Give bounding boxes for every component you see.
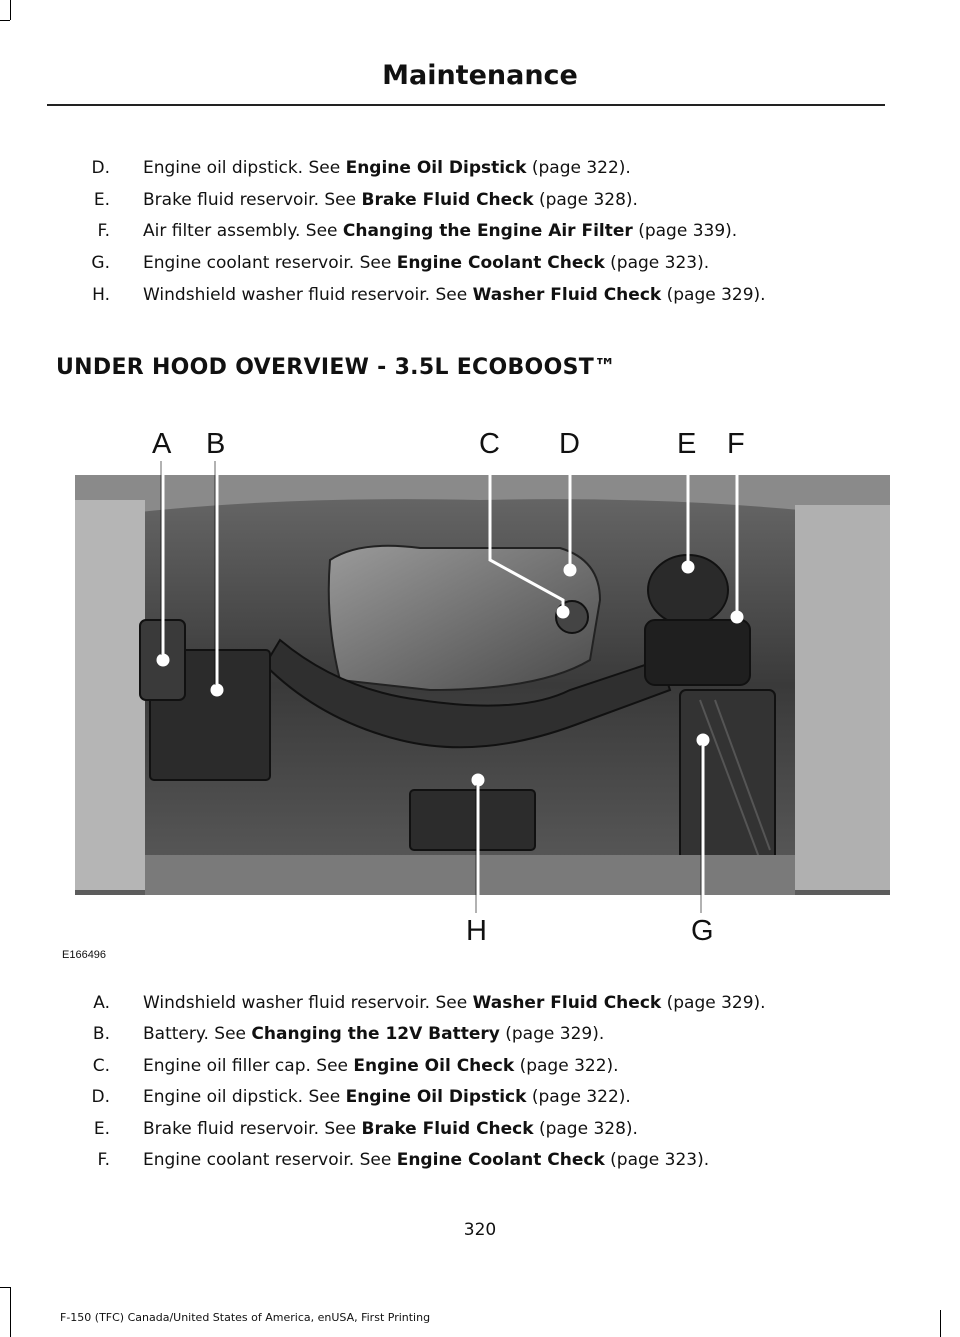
list-item: E. Brake fluid reservoir. See Brake Fluid Check (page 328). xyxy=(93,190,638,210)
page-title: Maintenance xyxy=(382,60,578,91)
list-item: H. Windshield washer fluid reservoir. See Washer Fluid Check (page 329). xyxy=(92,285,766,305)
cross-reference-link[interactable]: Engine Coolant Check xyxy=(396,1150,605,1170)
cross-reference-link[interactable]: Engine Oil Dipstick xyxy=(345,1087,527,1107)
callout-label-f: F xyxy=(727,428,745,460)
fuse-box xyxy=(410,790,535,850)
callout-label-g: G xyxy=(691,915,714,947)
radiator-support xyxy=(145,855,795,895)
cross-reference-link[interactable]: Changing the 12V Battery xyxy=(251,1024,500,1044)
crop-mark xyxy=(0,1287,10,1288)
section-title: UNDER HOOD OVERVIEW - 3.5L ECOBOOST™ xyxy=(56,355,617,380)
list-item: C. Engine oil filler cap. See Engine Oil Check (page 322). xyxy=(92,1056,619,1076)
list-item: F. Engine coolant reservoir. See Engine Coolant Check (page 323). xyxy=(97,1150,710,1170)
cross-reference-link[interactable]: Brake Fluid Check xyxy=(361,1119,534,1139)
crop-mark xyxy=(10,1287,11,1337)
callout-label-h: H xyxy=(466,915,487,947)
list-item: B. Battery. See Changing the 12V Battery (page 329). xyxy=(92,1024,605,1044)
callout-label-b: B xyxy=(206,428,226,460)
callout-label-a: A xyxy=(152,428,172,460)
crop-mark xyxy=(10,0,11,20)
list-item: A. Windshield washer fluid reservoir. See Washer Fluid Check (page 329). xyxy=(93,993,766,1013)
coolant-reservoir xyxy=(645,620,750,685)
cross-reference-link[interactable]: Washer Fluid Check xyxy=(472,285,662,305)
cross-reference-link[interactable]: Changing the Engine Air Filter xyxy=(342,221,633,241)
page-number: 320 xyxy=(463,1220,497,1240)
list-item: G. Engine coolant reservoir. See Engine Coolant Check (page 323). xyxy=(91,253,710,273)
cross-reference-link[interactable]: Engine Oil Check xyxy=(353,1056,515,1076)
callout-label-e: E xyxy=(677,428,697,460)
cross-reference-link[interactable]: Brake Fluid Check xyxy=(361,190,534,210)
callout-label-c: C xyxy=(479,428,500,460)
air-filter-box xyxy=(680,690,775,875)
footer-text: F-150 (TFC) Canada/United States of America, enUSA, First Printing xyxy=(60,1311,431,1324)
header-rule xyxy=(47,104,885,106)
cross-reference-link[interactable]: Washer Fluid Check xyxy=(472,993,662,1013)
list-item: D. Engine oil dipstick. See Engine Oil Dipstick (page 322). xyxy=(91,1087,631,1107)
list-item: E. Brake fluid reservoir. See Brake Fluid Check (page 328). xyxy=(93,1119,638,1139)
figure-id: E166496 xyxy=(62,949,107,961)
left-fender xyxy=(75,500,145,890)
right-fender xyxy=(795,505,890,890)
callout-label-d: D xyxy=(559,428,580,460)
crop-mark xyxy=(0,20,10,21)
cross-reference-link[interactable]: Engine Oil Dipstick xyxy=(345,158,527,178)
cross-reference-link[interactable]: Engine Coolant Check xyxy=(396,253,605,273)
crop-mark xyxy=(940,1310,941,1337)
list-item: F. Air filter assembly. See Changing the Engine Air Filter (page 339). xyxy=(97,221,738,241)
list-item: D. Engine oil dipstick. See Engine Oil Dipstick (page 322). xyxy=(91,158,631,178)
engine-bay-figure xyxy=(0,410,960,970)
